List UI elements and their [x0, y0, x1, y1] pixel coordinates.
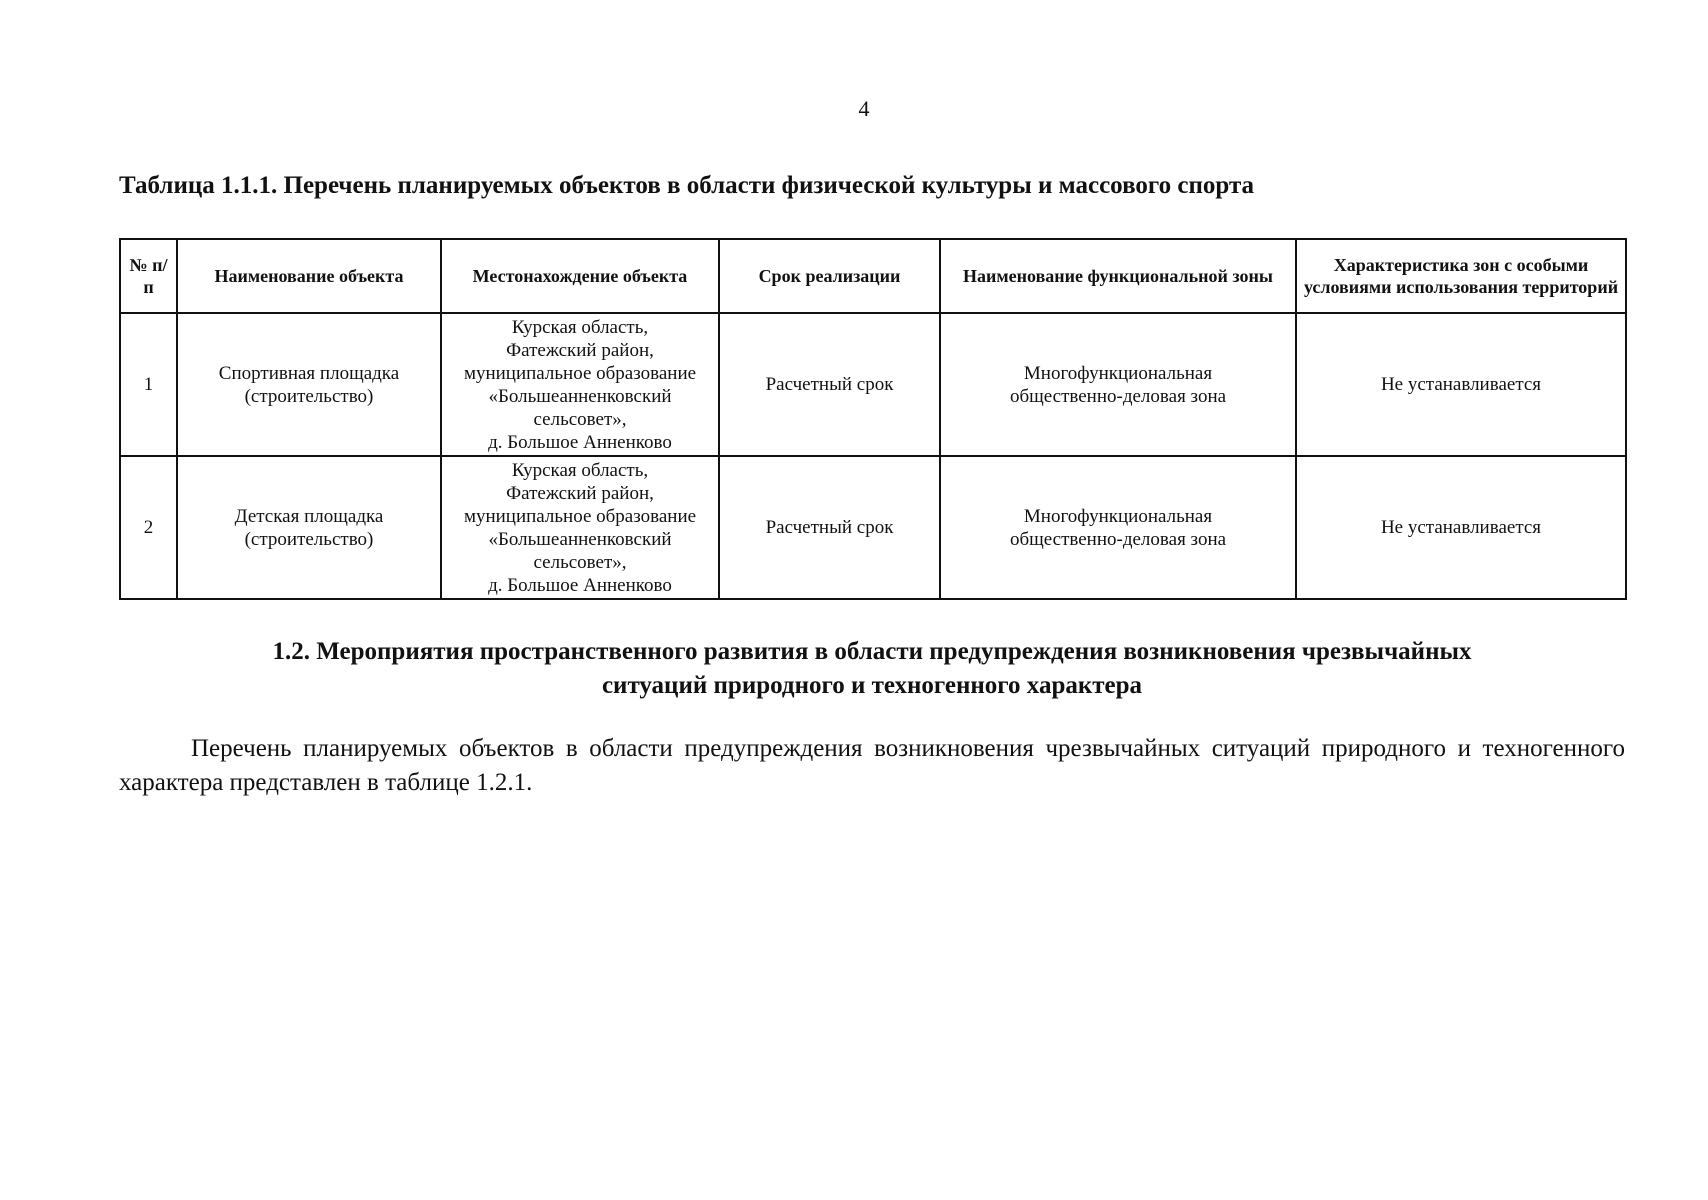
location-line: муниципальное образование	[463, 505, 697, 527]
table-title: Таблица 1.1.1. Перечень планируемых объектов в области физической культуры и массового спорта	[119, 172, 1255, 199]
location-line: Фатежский район,	[506, 482, 654, 504]
table-header-row	[120, 239, 1626, 313]
header-functional-zone: Наименование функциональной зоны	[940, 239, 1296, 313]
location-line: Курская область,	[511, 459, 649, 481]
name-line: (строительство)	[244, 385, 374, 407]
cell-location	[441, 313, 719, 456]
location-line: д. Большое Анненково	[488, 574, 672, 596]
page-number: 4	[858, 96, 870, 121]
location-line: Фатежский район,	[506, 339, 654, 361]
header-implementation-term: Срок реализации	[719, 239, 940, 313]
cell-restrictions: Не устанавливается	[1296, 313, 1626, 456]
zone-line: Многофункциональная	[1023, 362, 1213, 384]
header-object-name: Наименование объекта	[177, 239, 441, 313]
name-line: (строительство)	[244, 528, 374, 550]
planned-objects-table	[119, 238, 1627, 600]
cell-object-name	[177, 313, 441, 456]
cell-number: 2	[120, 456, 177, 599]
zone-line: Многофункциональная	[1023, 505, 1213, 527]
header-object-location: Местонахождение объекта	[441, 239, 719, 313]
cell-term: Расчетный срок	[719, 313, 940, 456]
section-heading-line: 1.2. Мероприятия пространственного развития в области предупреждения возникновения чрезвычайных	[272, 638, 1472, 665]
cell-number: 1	[120, 313, 177, 456]
location-line: сельсовет»,	[533, 408, 627, 430]
table-row	[120, 456, 1626, 599]
location-line: Курская область,	[511, 316, 649, 338]
cell-zone	[940, 456, 1296, 599]
location-line: д. Большое Анненково	[488, 431, 672, 453]
zone-line: общественно-деловая зона	[1009, 385, 1227, 407]
location-line: «Большеанненковский	[488, 385, 672, 407]
cell-restrictions: Не устанавливается	[1296, 456, 1626, 599]
cell-zone	[940, 313, 1296, 456]
header-special-zones: Характеристика зон с особыми условиями использования территорий	[1296, 239, 1626, 313]
location-line: сельсовет»,	[533, 551, 627, 573]
zone-line: общественно-деловая зона	[1009, 528, 1227, 550]
name-line: Спортивная площадка	[218, 362, 400, 384]
section-heading-line: ситуаций природного и техногенного характера	[601, 672, 1143, 699]
cell-location	[441, 456, 719, 599]
name-line: Детская площадка	[234, 505, 384, 527]
cell-term: Расчетный срок	[719, 456, 940, 599]
header-number: № п/п	[120, 239, 177, 313]
location-line: муниципальное образование	[463, 362, 697, 384]
section-heading	[119, 635, 1625, 703]
table-row	[120, 313, 1626, 456]
body-paragraph: Перечень планируемых объектов в области предупреждения возникновения чрезвычайных ситуаций природного и техногенного характера представлен в таблице 1.2.1.	[119, 735, 1625, 796]
location-line: «Большеанненковский	[488, 528, 672, 550]
cell-object-name	[177, 456, 441, 599]
